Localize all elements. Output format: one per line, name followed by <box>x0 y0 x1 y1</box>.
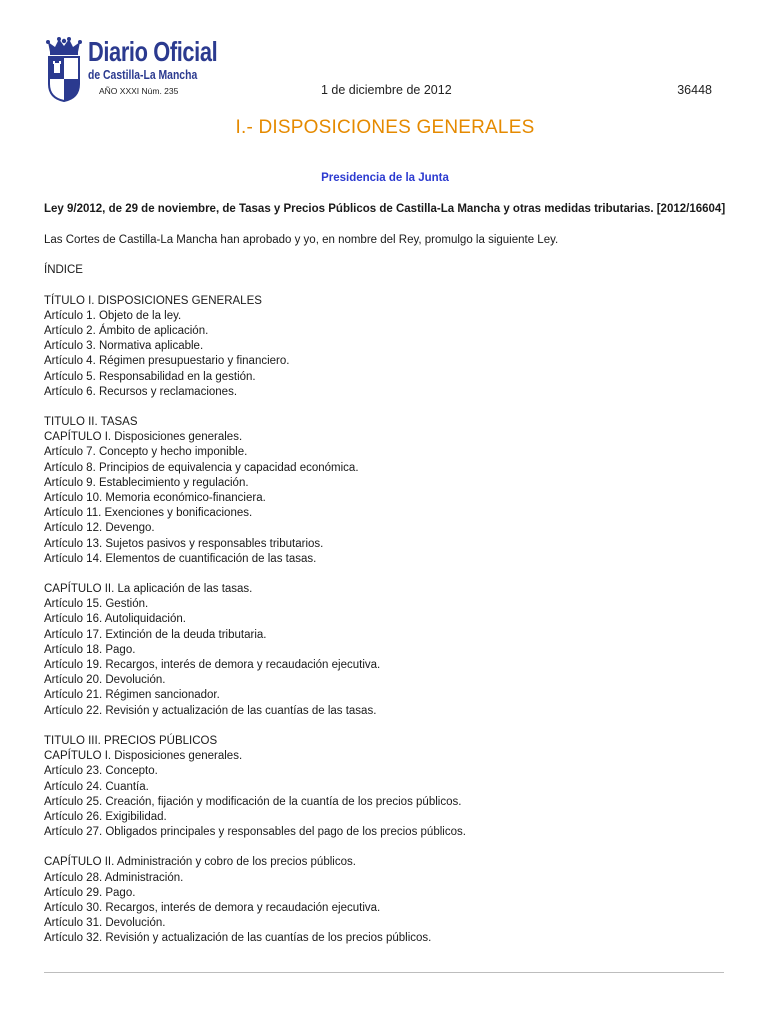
index-entry: Artículo 9. Establecimiento y regulación. <box>44 476 249 489</box>
document-body <box>44 202 734 947</box>
coat-of-arms-icon <box>44 36 84 102</box>
index-entry: Artículo 23. Concepto. <box>44 765 158 778</box>
index-entry: Artículo 20. Devolución. <box>44 674 166 687</box>
index-entry: Artículo 14. Elementos de cuantificación de las tasas. <box>44 552 317 565</box>
index-entry: Artículo 27. Obligados principales y responsables del pago de los precios públicos. <box>44 826 466 839</box>
index-entry: CAPÍTULO I. Disposiciones generales. <box>44 431 243 444</box>
index-heading: ÍNDICE <box>44 264 83 277</box>
index-entry: CAPÍTULO II. La aplicación de las tasas. <box>44 583 253 596</box>
index-entry: Artículo 8. Principios de equivalencia y capacidad económica. <box>44 461 359 474</box>
index-entry: Artículo 18. Pago. <box>44 643 136 656</box>
index-block <box>44 734 734 840</box>
index-entry: Artículo 30. Recargos, interés de demora y recaudación ejecutiva. <box>44 901 381 914</box>
index-entry: Artículo 4. Régimen presupuestario y financiero. <box>44 355 290 368</box>
brand-subtitle: de Castilla-La Mancha <box>88 67 198 82</box>
index-entry: Artículo 3. Normativa aplicable. <box>44 340 204 353</box>
index-entry: Artículo 16. Autoliquidación. <box>44 613 186 626</box>
publication-date: 1 de diciembre de 2012 <box>321 83 452 97</box>
index-entry: TITULO III. PRECIOS PÚBLICOS <box>44 734 218 747</box>
index-entry: Artículo 19. Recargos, interés de demora y recaudación ejecutiva. <box>44 659 381 672</box>
index-entry: Artículo 24. Cuantía. <box>44 780 149 793</box>
brand <box>88 38 254 82</box>
index-entry: CAPÍTULO II. Administración y cobro de los precios públicos. <box>44 856 356 869</box>
footer-divider <box>44 972 724 973</box>
index-entry: Artículo 32. Revisión y actualización de las cuantías de los precios públicos. <box>44 932 432 945</box>
index-entry: Artículo 10. Memoria económico-financiera. <box>44 492 266 505</box>
index-entry: TÍTULO I. DISPOSICIONES GENERALES <box>44 294 262 307</box>
index-entry: Artículo 22. Revisión y actualización de las cuantías de las tasas. <box>44 704 377 717</box>
issue-number: AÑO XXXI Núm. 235 <box>99 86 179 96</box>
page-header <box>44 36 724 106</box>
index-entry: Artículo 13. Sujetos pasivos y responsables tributarios. <box>44 537 324 550</box>
index-block <box>44 294 734 400</box>
index-entry: CAPÍTULO I. Disposiciones generales. <box>44 750 243 763</box>
page-number: 36448 <box>677 83 712 97</box>
index-entry: Artículo 31. Devolución. <box>44 917 166 930</box>
index-entry: TITULO II. TASAS <box>44 416 138 429</box>
index-list <box>44 294 734 947</box>
issuing-organization: Presidencia de la Junta <box>321 172 449 184</box>
index-entry: Artículo 21. Régimen sancionador. <box>44 689 220 702</box>
index-entry: Artículo 26. Exigibilidad. <box>44 810 167 823</box>
index-entry: Artículo 12. Devengo. <box>44 522 155 535</box>
index-block <box>44 582 734 719</box>
index-entry: Artículo 28. Administración. <box>44 871 184 884</box>
index-entry: Artículo 25. Creación, fijación y modificación de la cuantía de los precios públicos. <box>44 795 462 808</box>
index-entry: Artículo 29. Pago. <box>44 886 136 899</box>
index-entry: Artículo 1. Objeto de la ley. <box>44 309 182 322</box>
index-entry: Artículo 2. Ámbito de aplicación. <box>44 325 209 338</box>
index-entry: Artículo 11. Exenciones y bonificaciones. <box>44 507 253 520</box>
index-entry: Artículo 6. Recursos y reclamaciones. <box>44 385 238 398</box>
index-entry: Artículo 15. Gestión. <box>44 598 149 611</box>
section-title: I.- DISPOSICIONES GENERALES <box>235 117 535 138</box>
brand-title: Diario Oficial <box>88 36 218 67</box>
index-block <box>44 855 734 946</box>
index-block <box>44 415 734 567</box>
index-entry: Artículo 17. Extinción de la deuda tributaria. <box>44 628 267 641</box>
index-entry: Artículo 7. Concepto y hecho imponible. <box>44 446 248 459</box>
law-title: Ley 9/2012, de 29 de noviembre, de Tasas y Precios Públicos de Castilla-La Mancha y otras medidas tributarias. [2012/16604] <box>44 203 726 215</box>
index-entry: Artículo 5. Responsabilidad en la gestión. <box>44 370 256 383</box>
intro-paragraph: Las Cortes de Castilla-La Mancha han aprobado y yo, en nombre del Rey, promulgo la siguiente Ley. <box>44 234 559 247</box>
